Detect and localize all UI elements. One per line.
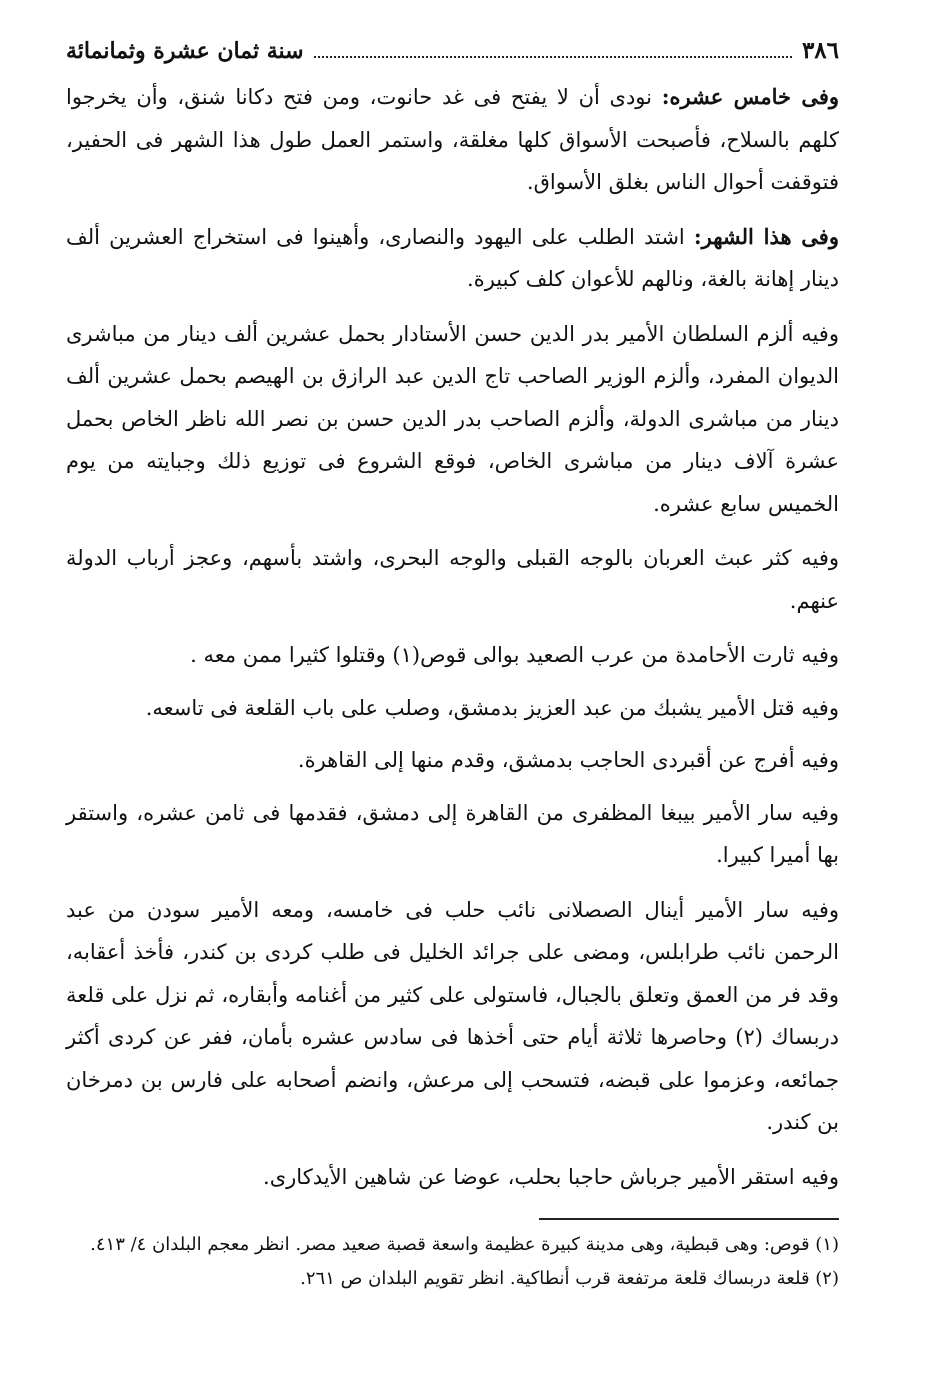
paragraph-text: وفيه ثارت الأحامدة من عرب الصعيد بوالى قوص(١) وقتلوا كثيرا ممن معه . <box>190 643 839 667</box>
paragraph-text: نودى أن لا يفتح فى غد حانوت، ومن فتح دكانا شنق، وأن يخرجوا كلهم بالسلاح، فأصبحت الأسواق كلها مغلقة، واستمر العمل طول هذا الشهر فى الحفير، فتوقفت أحوال الناس بغلق الأسواق. <box>66 85 839 194</box>
paragraph-3 <box>66 313 839 526</box>
paragraph-7 <box>66 739 839 782</box>
paragraph-5 <box>66 634 839 677</box>
paragraph-text: وفيه سار الأمير أينال الصصلانى نائب حلب فى خامسه، ومعه الأمير سودن من عبد الرحمن نائب طرابلس، ومضى على جرائد الخليل فى طلب كردى بن كندر، فأخذ أعقابه، وقد فر من العمق وتعلق بالجبال، فاستولى على كثير من أغنامه وأبقاره، ثم نزل على قلعة دربساك (٢) وحاصرها ثلاثة أيام حتى أخذها فى سادس عشره بأمان، ففر عن كردى أكثر جمائعه، وعزموا على قبضه، فتسحب إلى مرعش، وانضم أصحابه على فارس بن دمرخان بن كندر. <box>66 897 839 1134</box>
paragraph-2 <box>66 216 839 301</box>
paragraph-text: وفيه أفرج عن أقبردى الحاجب بدمشق، وقدم منها إلى القاهرة. <box>297 748 839 772</box>
paragraph-4 <box>66 537 839 622</box>
paragraph-9 <box>66 889 839 1144</box>
paragraph-text: وفيه استقر الأمير جرباش حاجبا بحلب، عوضا عن شاهين الأيدكارى. <box>263 1164 839 1189</box>
footnotes <box>66 1228 839 1296</box>
running-title: سنة ثمان عشرة وثمانمائة <box>66 38 304 64</box>
paragraph-8 <box>66 792 839 877</box>
paragraph-text: وفيه ألزم السلطان الأمير بدر الدين حسن الأستادار بحمل عشرين ألف دينار من مباشرى الديوان المفرد، وألزم الوزير الصاحب تاج الدين عبد الرازق بن الهيصم بحمل عشرين ألف دينار من مباشرى الدولة، وألزم الصاحب بدر الدين حسن بن نصر الله ناظر الخاص بحمل عشرة آلاف دينار من مباشرى الخاص، فوقع الشروع فى توزيع ذلك وجبايته من يوم الخميس سابع عشره. <box>66 321 839 516</box>
footnote-1: (١) قوص: وهى قبطية، وهى مدينة كبيرة عظيمة واسعة قصبة صعيد مصر. انظر معجم البلدان ٤/ ٤١٣. <box>90 1234 839 1255</box>
paragraph-10 <box>66 1156 839 1199</box>
paragraph-6 <box>66 687 839 730</box>
paragraph-text: وفيه قتل الأمير يشبك من عبد العزيز بدمشق، وصلب على باب القلعة فى تاسعه. <box>145 695 839 720</box>
paragraph-1 <box>66 76 839 204</box>
paragraph-text: وفيه كثر عبث العربان بالوجه القبلى والوجه البحرى، واشتد بأسهم، وعجز أرباب الدولة عنهم. <box>66 546 839 613</box>
main-text <box>66 76 839 1198</box>
running-header <box>66 36 839 66</box>
footnote-2: (٢) قلعة دربساك قلعة مرتفعة قرب أنطاكية. انظر تقويم البلدان ص ٢٦١. <box>300 1268 839 1289</box>
paragraph-lead: وفى هذا الشهر: <box>693 223 839 249</box>
footnote-separator <box>539 1218 839 1220</box>
paragraph-text: وفيه سار الأمير بيبغا المظفرى من القاهرة إلى دمشق، فقدمها فى ثامن عشره، واستقر بها أميرا كبيرا. <box>66 800 839 867</box>
paragraph-text: اشتد الطلب على اليهود والنصارى، وأهينوا فى استخراج العشرين ألف دينار إهانة بالغة، ونالهم للأعوان كلف كبيرة. <box>66 224 839 291</box>
header-dot-leader <box>314 56 792 58</box>
paragraph-lead: وفى خامس عشره: <box>661 84 840 109</box>
page-number: ٣٨٦ <box>801 37 839 64</box>
